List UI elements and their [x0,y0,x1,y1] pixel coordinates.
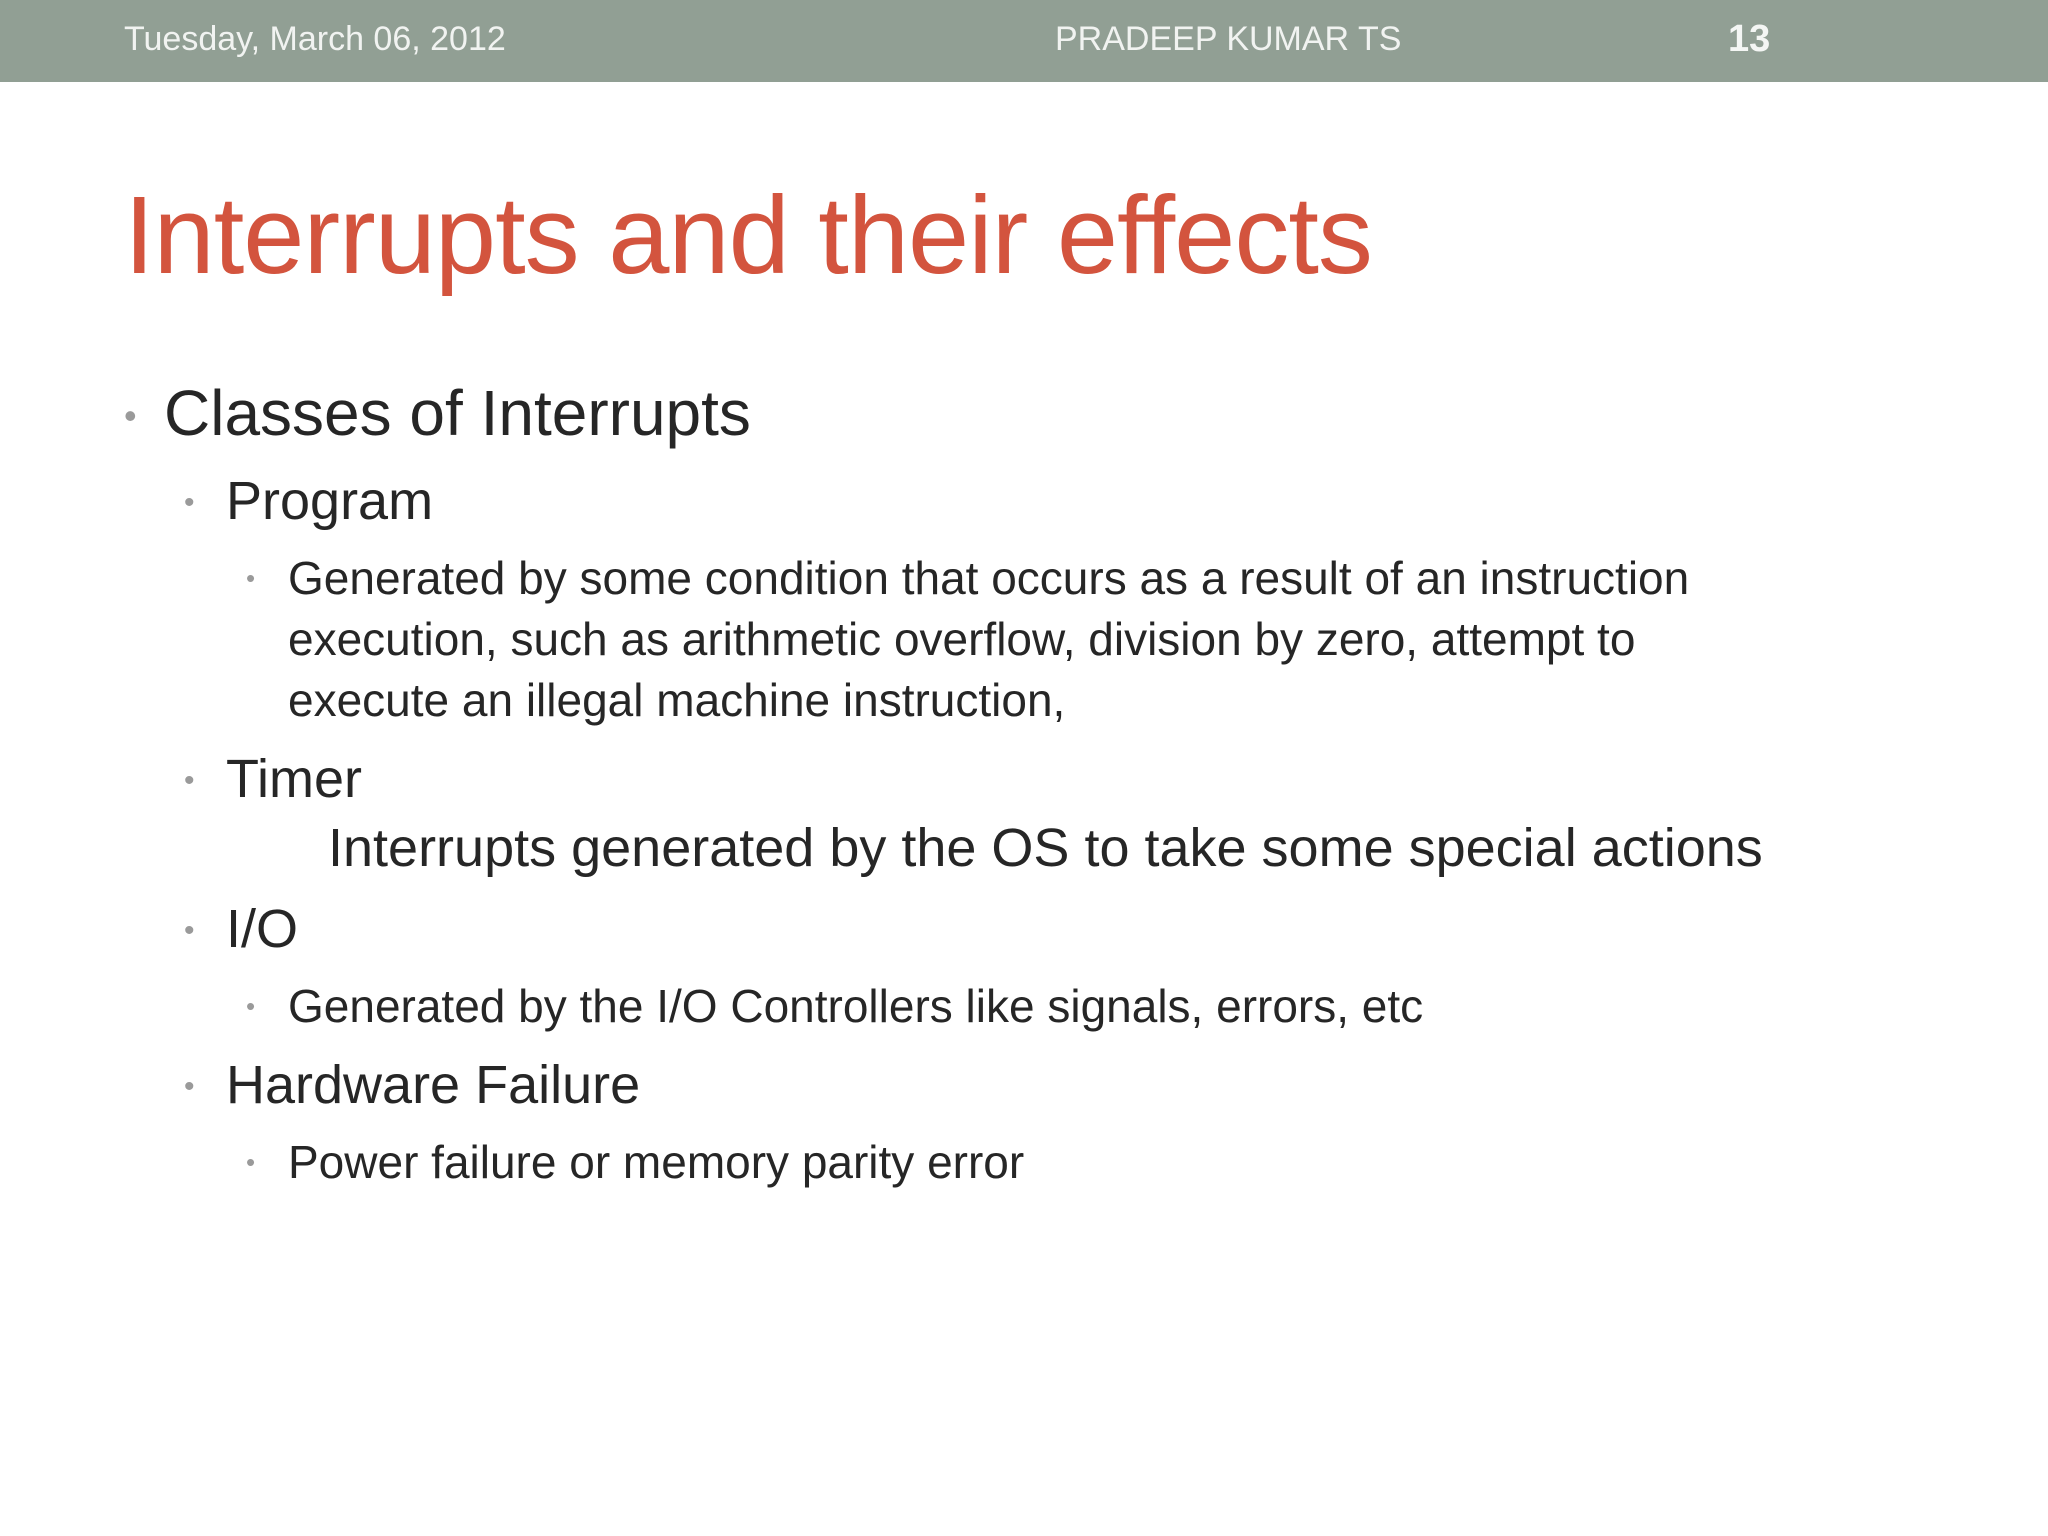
program-description-line-2: execution, such as arithmetic overflow, division by zero, attempt to [288,613,1636,665]
bullet-icon: • [184,486,195,519]
hardware-failure-description: Power failure or memory parity error [288,1136,1025,1188]
bullet-icon: • [246,991,256,1021]
bullet-io: I/O [226,899,299,959]
timer-description: Interrupts generated by the OS to take some special actions [328,818,1763,878]
bullet-icon: • [184,764,195,797]
header-author: PRADEEP KUMAR TS [1055,20,1402,58]
program-description-line-3: execute an illegal machine instruction, [288,674,1066,726]
bullet-icon: • [246,1147,256,1177]
io-description: Generated by the I/O Controllers like signals, errors, etc [288,980,1424,1032]
program-description-line-1: Generated by some condition that occurs as a result of an instruction [288,552,1690,604]
bullet-classes: Classes of Interrupts [164,377,751,449]
page-number: 13 [1728,18,1771,60]
bullet-icon: • [184,1070,195,1103]
bullet-icon: • [246,563,256,593]
bullet-icon: • [124,395,137,436]
slide-title: Interrupts and their effects [124,174,1372,297]
header-bar [0,0,2048,82]
header-date: Tuesday, March 06, 2012 [124,20,506,58]
bullet-hardware-failure: Hardware Failure [226,1055,641,1115]
bullet-timer: Timer [226,749,362,809]
bullet-program: Program [226,471,434,531]
bullet-icon: • [184,914,195,947]
